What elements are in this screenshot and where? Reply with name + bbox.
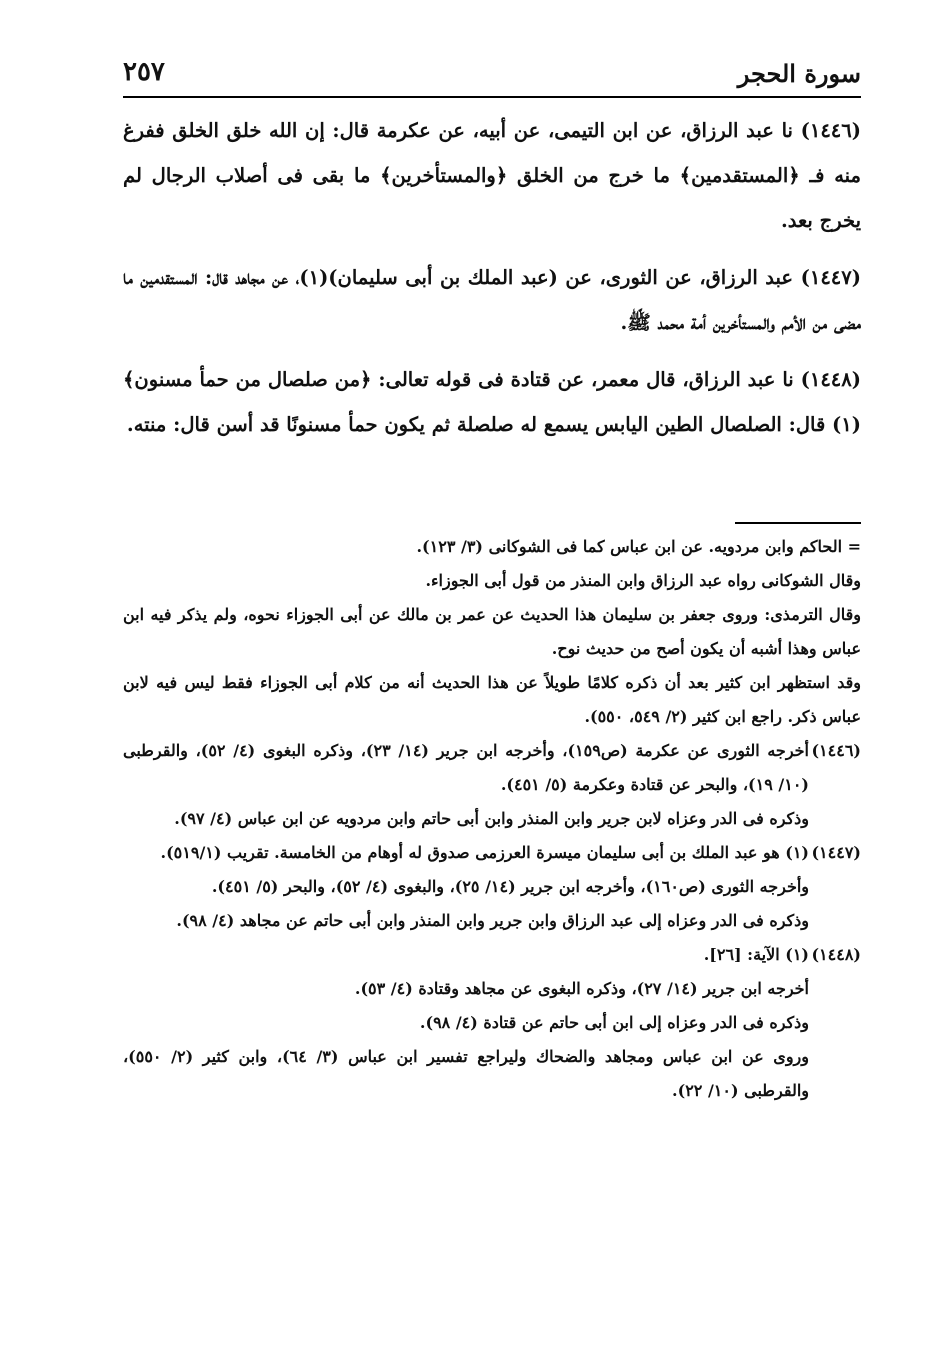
footnote-divider — [735, 522, 861, 524]
footnote-line: وذكره فى الدر وعزاه لابن جرير وابن المنذر وابن أبى حاتم وابن مردويه عن ابن عباس (٤/ ٩٧). — [174, 809, 809, 828]
hadith-paragraph: (١٤٤٦) نا عبد الرزاق، عن ابن التيمى، عن أبيه، عن عكرمة قال: إن الله خلق الخلق ففرغ منه فـ ﴿المستقدمين﴾ ما خرج من الخلق ﴿والمستأخرين﴾ ما بقى فى أصلاب الرجال لم يخرج بعد. — [123, 119, 861, 232]
footnote-line: وذكره فى الدر وعزاه إلى ابن أبى حاتم عن قتادة (٤/ ٩٨). — [419, 1013, 809, 1032]
footnote-line: أخرجه الثورى عن عكرمة (ص١٥٩)، وأخرجه ابن جرير (١٤/ ٢٣)، وذكره البغوى (٤/ ٥٢)، والقرطبى (١٠/ ١٩)، والبحر عن قتادة وعكرمة (٥/ ٤٥١). — [123, 741, 809, 794]
page-number: ٢٥٧ — [123, 57, 165, 87]
footnote-line: أخرجه ابن جرير (١٤/ ٢٧)، وذكره البغوى عن مجاهد وقتادة (٤/ ٥٣). — [354, 979, 809, 998]
header-divider — [123, 96, 861, 98]
footnote-line: (١) الآية: [٢٦]. — [703, 945, 809, 964]
footnote-line: وأخرجه الثورى (ص١٦٠)، وأخرجه ابن جرير (١٤/ ٢٥)، والبغوى (٤/ ٥٢)، والبحر (٥/ ٤٥١). — [211, 877, 809, 896]
footnote-line: وروى عن ابن عباس ومجاهد والضحاك وليراجع تفسير ابن عباس (٣/ ٦٤)، وابن كثير (٢/ ٥٥٠)، والقرطبى (١٠/ ٢٢). — [123, 1047, 810, 1100]
footnote-line: = الحاكم وابن مردويه. عن ابن عباس كما فى الشوكانى (٣/ ١٢٣). — [416, 537, 861, 556]
footnote-carryover — [123, 530, 861, 734]
footnote-code: (١٤٤٨) — [811, 945, 861, 964]
footnote-entry-1448 — [123, 938, 861, 1108]
hadith-paragraph: (١٤٤٧) عبد الرزاق، عن الثورى، عن (عبد الملك بن أبى سليمان)(١)، عن مجاهد قال: المستقدمين ما مضى من الأمم والمستأخرين أمة محمد ﷺ. — [123, 266, 861, 334]
footnote-line: (١) هو عبد الملك بن أبى سليمان ميسرة العرزمى صدوق له أوهام من الخامسة. تقريب (٥١٩/١). — [160, 843, 809, 862]
footnote-entry-1447 — [123, 836, 861, 938]
footnotes — [123, 530, 861, 1108]
main-text — [123, 108, 861, 459]
footnote-code: (١٤٤٦) — [811, 741, 861, 760]
footnote-line: وقال الترمذى: وروى جعفر بن سليمان هذا الحديث عن عمر بن مالك عن أبى الجوزاء نحوه، ولم يذكر فيه ابن عباس وهذا أشبه أن يكون أصح من حديث نوح. — [123, 605, 861, 658]
footnote-line: وذكره فى الدر وعزاه إلى عبد الرزاق وابن جرير وابن المنذر وابن أبى حاتم عن مجاهد (٤/ ٩٨). — [176, 911, 809, 930]
footnote-line: وقال الشوكانى رواه عبد الرزاق وابن المنذر من قول أبى الجوزاء. — [425, 571, 861, 590]
surah-title: سورة الحجر — [737, 59, 861, 88]
footnote-line: وقد استظهر ابن كثير بعد أن ذكره كلامًا طويلاً عن هذا الحديث أنه من كلام أبى الجوزاء فقط ليس فيه لابن عباس ذكر. راجع ابن كثير (٢/ ٥٤٩، ٥٥٠). — [123, 673, 861, 726]
footnote-code: (١٤٤٧) — [811, 843, 861, 862]
hadith-paragraph: (١٤٤٨) نا عبد الرزاق، قال معمر، عن قتادة فى قوله تعالى: ﴿من صلصال من حمأ مسنون﴾(١) قال: الصلصال الطين اليابس يسمع له صلصلة ثم يكون حمأ مسنونًا قد أسن قال: منته. — [123, 368, 861, 436]
page-header — [123, 55, 861, 95]
footnote-entry-1446 — [123, 734, 861, 836]
